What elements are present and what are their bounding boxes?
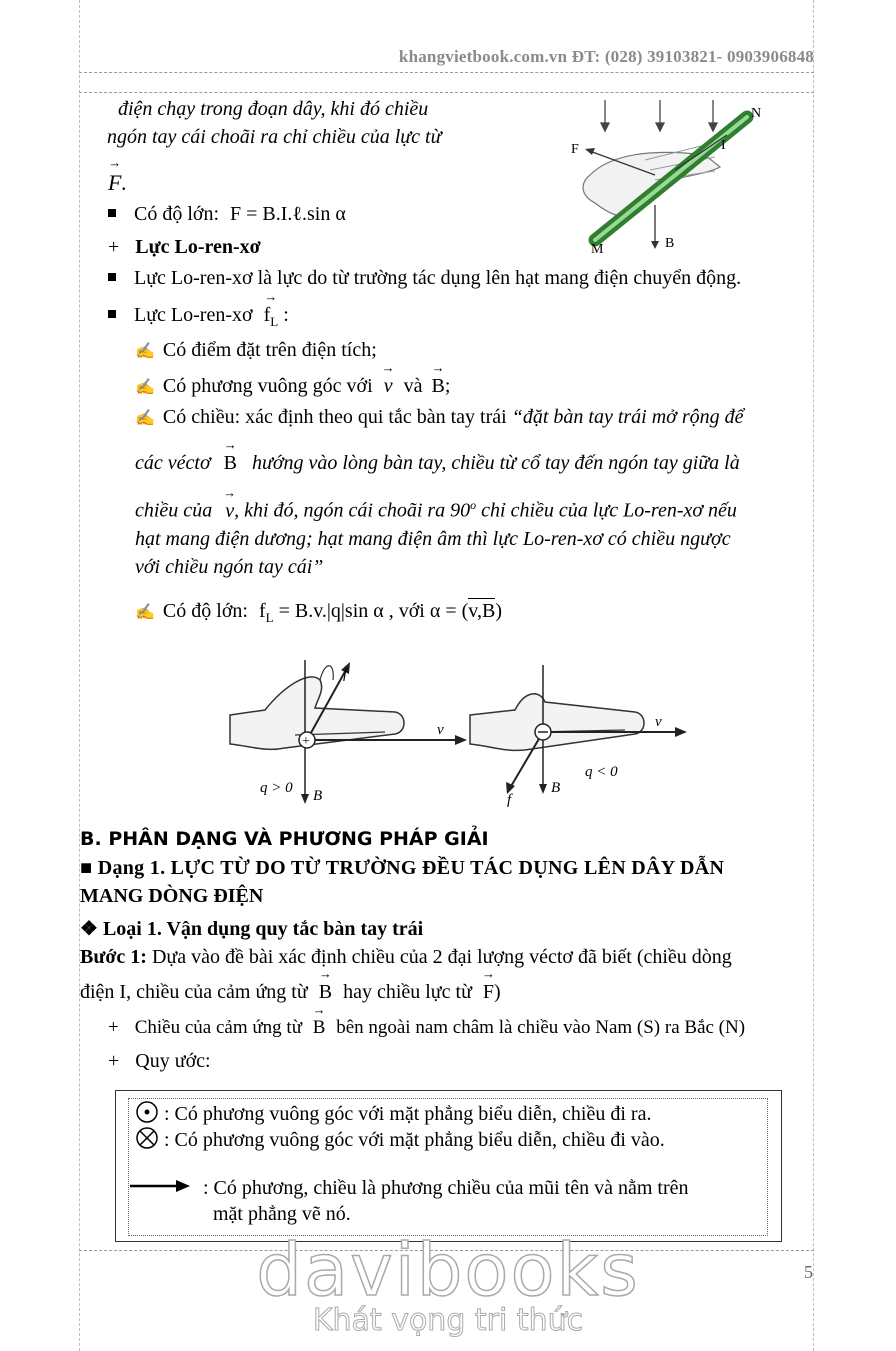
type1-line-2: MANG DÒNG ĐIỆN bbox=[80, 885, 264, 907]
field-arrows bbox=[601, 100, 717, 131]
intro-line-1: điện chạy trong đoạn dây, khi đó chiều bbox=[118, 98, 429, 120]
magnitude-item: Có độ lớn: F = B.I.ℓ.sin α bbox=[108, 203, 346, 226]
bullet-square bbox=[108, 273, 116, 281]
intro-force-symbol: → F. bbox=[108, 170, 127, 196]
field-arrow-head bbox=[656, 123, 664, 131]
point-item: ✍ Có điểm đặt trên điện tích; bbox=[135, 339, 377, 361]
label-B: B bbox=[665, 236, 675, 251]
left-label-f: f bbox=[343, 666, 348, 682]
square-marker-icon: ■ bbox=[80, 857, 93, 879]
legend-arrow-row-2: mặt phẳng vẽ nó. bbox=[213, 1203, 351, 1225]
label-M: M bbox=[591, 242, 604, 257]
step1-line-1: Bước 1: Dựa vào đề bài xác định chiều của 2 đại lượng véctơ đã biết (chiều dòng bbox=[80, 946, 732, 968]
diamond-marker-icon: ❖ bbox=[80, 918, 98, 940]
watermark-brand: davibooks bbox=[256, 1228, 640, 1312]
legend-arrow-row: : Có phương, chiều là phương chiều của mũi tên và nằm trên bbox=[128, 1177, 689, 1200]
lorentz-magnitude-item: ✍ Có độ lớn: $f_L = B.v.|q|\sin$ α , với α = (v,B) bbox=[135, 600, 503, 625]
right-label-f: f bbox=[507, 792, 512, 808]
lorentz-formula: = B.v.|q|sin α , với α = bbox=[278, 600, 457, 622]
intro-line-2: ngón tay cái choãi ra chỉ chiều của lực từ bbox=[107, 126, 442, 148]
right-label-B: B bbox=[551, 780, 561, 796]
label-F: F bbox=[571, 142, 579, 157]
left-v-head bbox=[455, 735, 467, 745]
sense-line-5: với chiều ngón tay cái” bbox=[135, 556, 324, 578]
pointing-hand-icon: ✍ bbox=[135, 379, 155, 396]
left-hand-rule-figure bbox=[555, 95, 780, 260]
rule1-item: + Chiều của cảm ứng từ → B bên ngoài nam châm là chiều vào Nam (S) ra Bắc (N) bbox=[108, 1017, 745, 1039]
field-arrow-head bbox=[709, 123, 717, 131]
right-v-head bbox=[675, 727, 687, 737]
pointing-hand-icon: ✍ bbox=[135, 604, 155, 621]
step1-line-2: điện I, chiều của cảm ứng từ → B hay chiều lực từ → F) bbox=[80, 981, 501, 1004]
bullet-square bbox=[108, 209, 116, 217]
lorentz-definition: Lực Lo-ren-xơ là lực do từ trường tác dụng lên hạt mang điện chuyển động. bbox=[108, 267, 741, 290]
force-arrow-head bbox=[585, 148, 595, 155]
left-hand-shape bbox=[230, 677, 404, 749]
cross-into-page-icon bbox=[135, 1126, 159, 1150]
b-arrow-head bbox=[651, 241, 659, 249]
vector-fL: → $f_L$ bbox=[264, 304, 279, 330]
sense-item: ✍ Có chiều: xác định theo qui tắc bàn tay trái “đặt bàn tay trái mở rộng để bbox=[135, 406, 744, 428]
right-label-q: q < 0 bbox=[585, 764, 618, 780]
sense-line-3: chiều của → v, khi đó, ngón cái choãi ra 90$^o$ chỉ chiều của lực Lo-ren-xơ nếu bbox=[135, 498, 737, 523]
field-arrow-head bbox=[601, 123, 609, 131]
lorentz-hand-figure bbox=[225, 640, 695, 818]
legend-in-row: : Có phương vuông góc với mặt phẳng biểu diễn, chiều đi vào. bbox=[135, 1126, 665, 1152]
section-b-title: B. PHÂN DẠNG VÀ PHƯƠNG PHÁP GIẢI bbox=[80, 828, 489, 850]
header-site: khangvietbook.com.vn bbox=[398, 47, 568, 66]
left-label-B: B bbox=[313, 788, 323, 804]
dot-out-of-page-icon bbox=[135, 1100, 159, 1124]
right-b-head bbox=[539, 784, 547, 794]
page-header bbox=[399, 47, 814, 67]
vector-F: → F bbox=[108, 170, 121, 196]
page-number: 5 bbox=[804, 1262, 813, 1282]
arrow-right-icon bbox=[128, 1178, 192, 1194]
lorentz-force-item: Lực Lo-ren-xơ → $f_L$ : bbox=[108, 304, 289, 330]
left-label-q: q > 0 bbox=[260, 780, 293, 796]
label-N: N bbox=[751, 106, 762, 121]
bullet-square bbox=[108, 310, 116, 318]
header-phone: ĐT: (028) 39103821- 0903906848 bbox=[571, 47, 814, 66]
left-label-v: v bbox=[437, 722, 444, 738]
rule2-item: + Quy ước: bbox=[108, 1050, 211, 1072]
pointing-hand-icon: ✍ bbox=[135, 343, 155, 360]
label-I: I bbox=[721, 138, 726, 153]
angle-expression: (v,B) bbox=[461, 600, 503, 622]
watermark-tagline: Khát vọng tri thức bbox=[312, 1303, 584, 1338]
right-label-v: v bbox=[655, 714, 662, 730]
sense-line-2: các véctơ → B hướng vào lòng bàn tay, chiều từ cổ tay đến ngón tay giữa là bbox=[135, 452, 740, 475]
sense-line-4: hạt mang điện dương; hạt mang điện âm thì lực Lo-ren-xơ có chiều ngược bbox=[135, 528, 731, 550]
lorentz-heading: + Lực Lo-ren-xơ bbox=[108, 236, 261, 258]
right-hand-shape bbox=[470, 694, 644, 751]
kind1-heading: ❖ Loại 1. Vận dụng quy tắc bàn tay trái bbox=[80, 918, 424, 940]
legend-out-row: : Có phương vuông góc với mặt phẳng biểu diễn, chiều đi ra. bbox=[135, 1100, 651, 1126]
left-b-head bbox=[301, 794, 309, 804]
magnitude-formula: F = B.I.ℓ.sin α bbox=[230, 203, 346, 225]
svg-text:+: + bbox=[302, 734, 310, 749]
hand-negative-charge bbox=[470, 665, 687, 808]
type1-line-1: ■ Dạng 1. LỰC TỪ DO TỪ TRƯỜNG ĐỀU TÁC DỤNG LÊN DÂY DẪN bbox=[80, 857, 725, 879]
direction-item: ✍ Có phương vuông góc với → v và → B; bbox=[135, 375, 450, 398]
hand-positive-charge bbox=[230, 660, 467, 804]
pointing-hand-icon: ✍ bbox=[135, 410, 155, 427]
